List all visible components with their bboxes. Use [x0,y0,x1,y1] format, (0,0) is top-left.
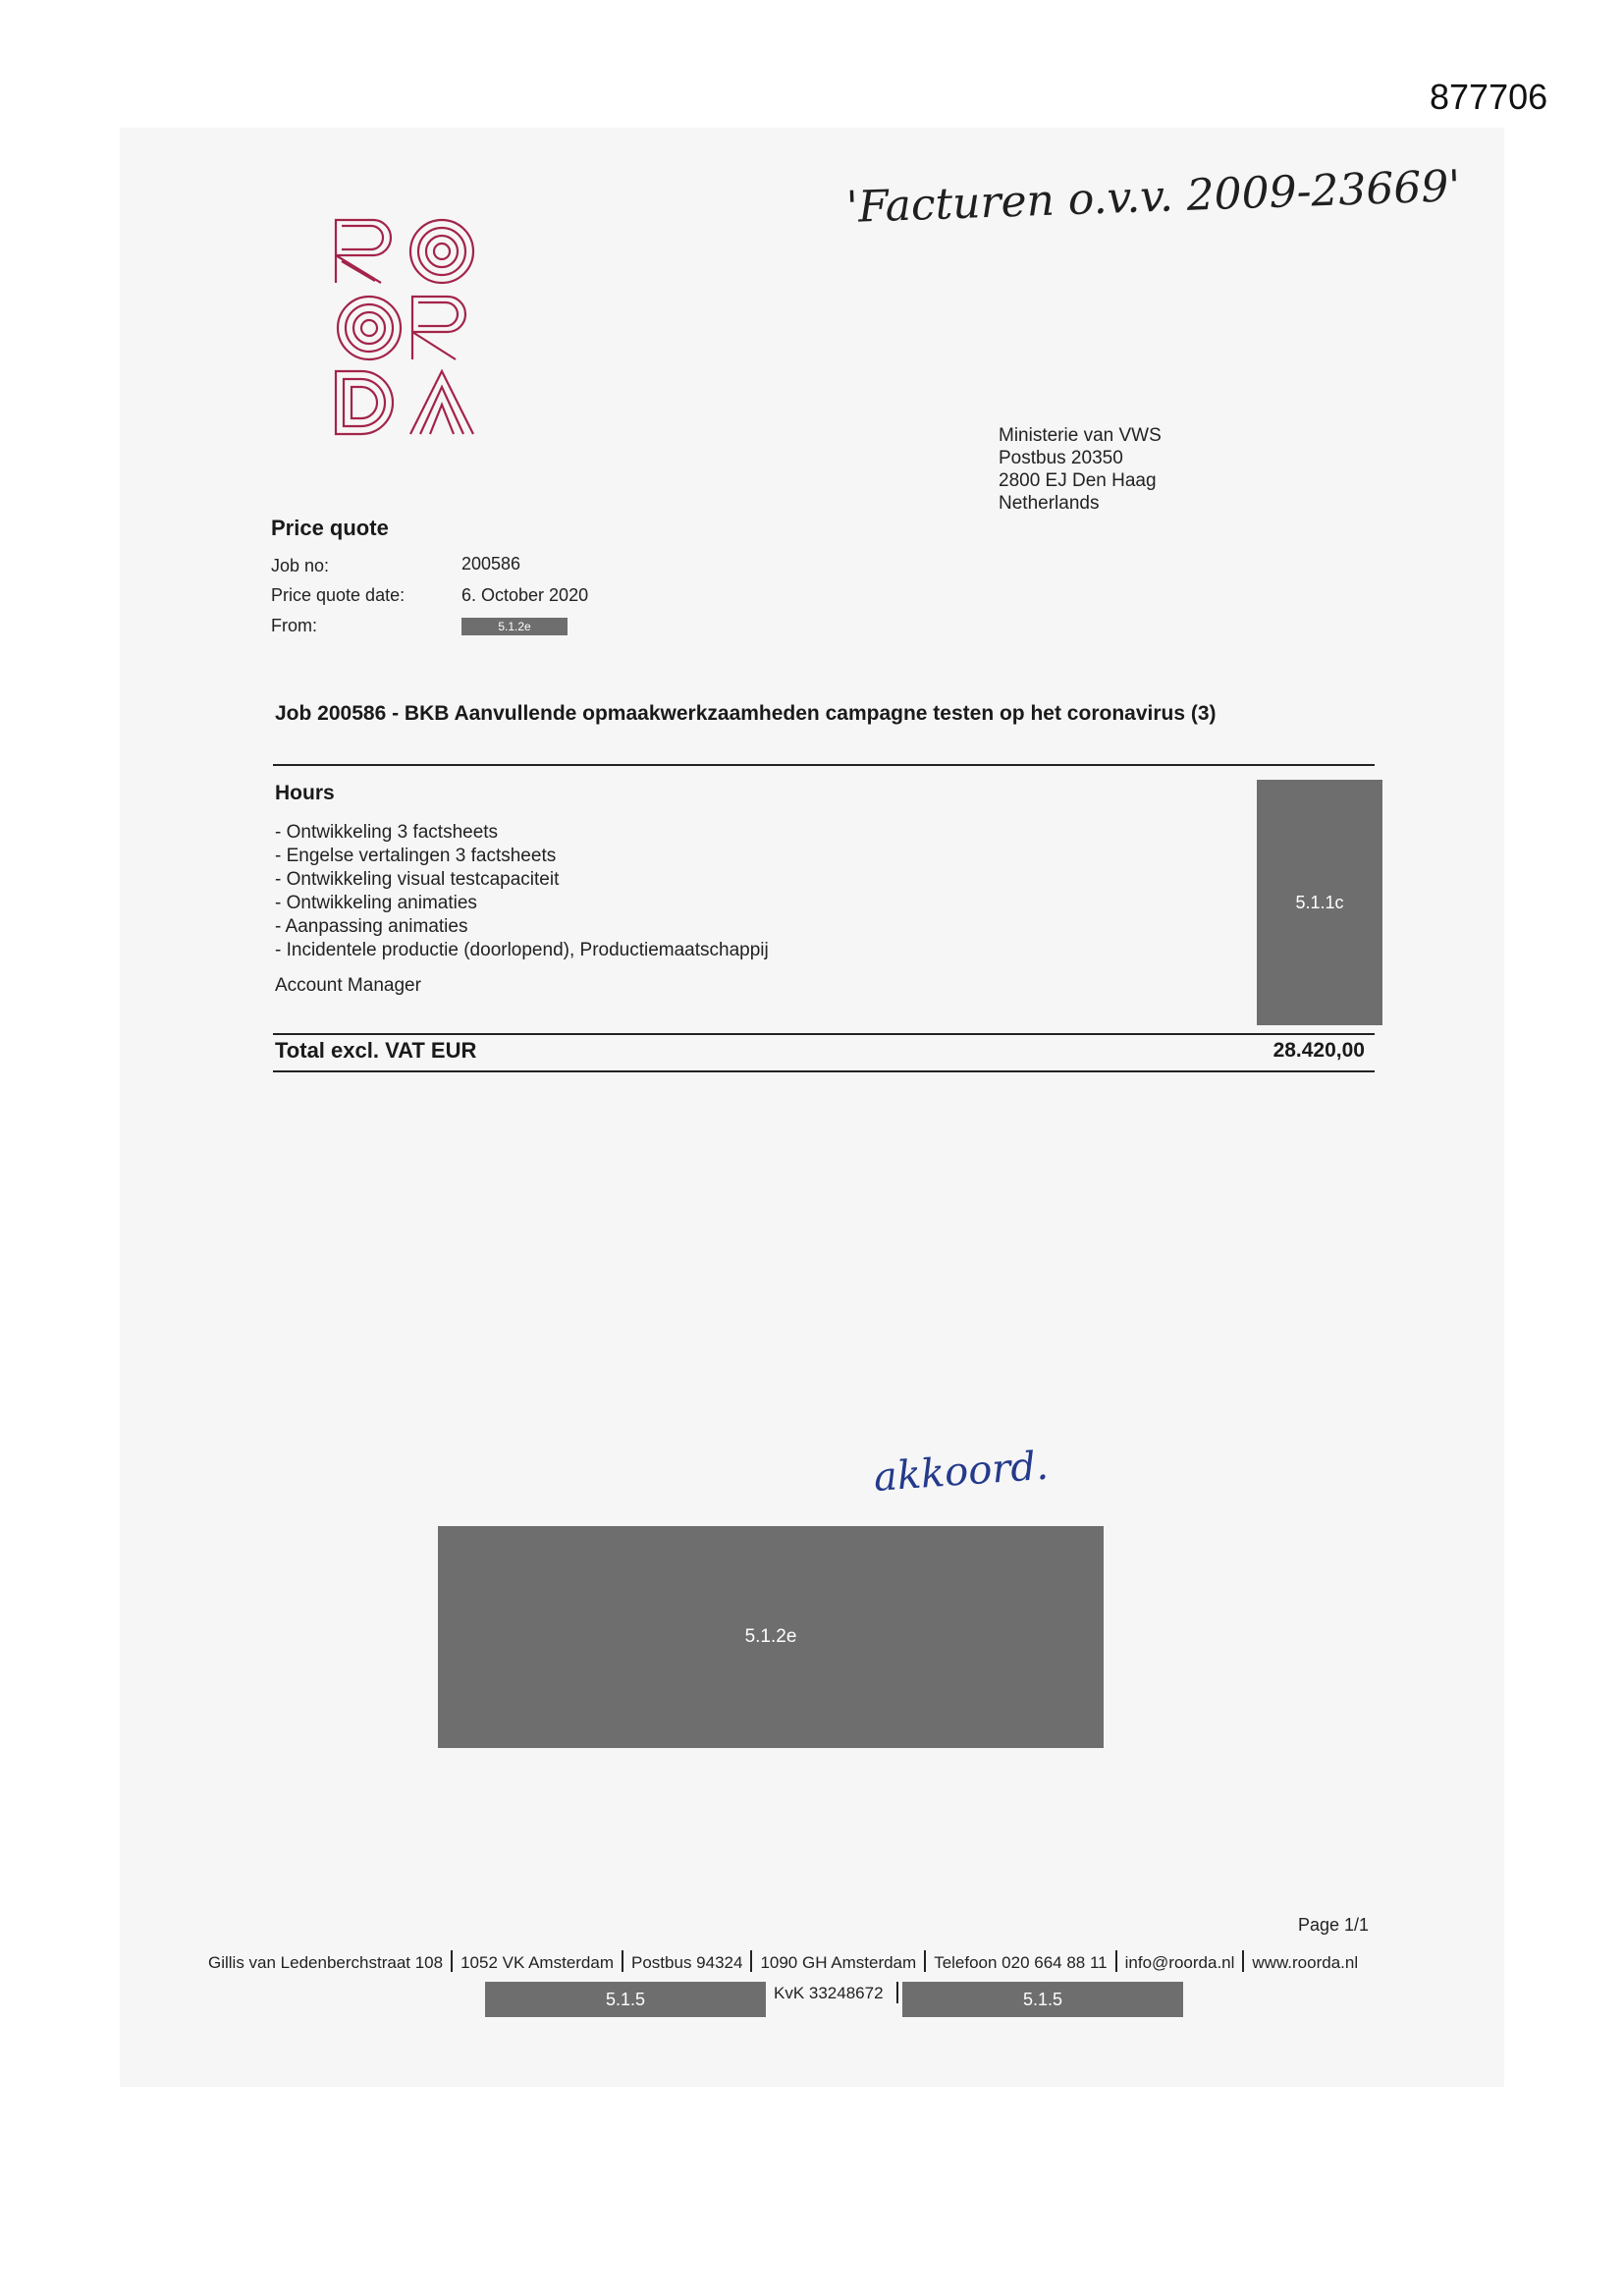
footer-kvk: KvK 33248672 [774,1984,884,2002]
footer-pobox: Postbus 94324 [631,1953,743,1972]
footer-separator [1242,1950,1244,1972]
roorda-logo [332,214,479,440]
date-value: 6. October 2020 [461,585,589,605]
footer-email: info@roorda.nl [1124,1953,1235,1972]
job-no-label: Job no: [271,556,330,575]
recipient-line-3: 2800 EJ Den Haag [999,470,1157,491]
hours-item: - Ontwikkeling visual testcapaciteit [275,869,560,890]
footer-postcode: 1052 VK Amsterdam [460,1953,615,1972]
footer-street: Gillis van Ledenberchstraat 108 [208,1953,444,1972]
hours-item: - Incidentele productie (doorlopend), Productiemaatschappij [275,940,769,960]
total-value: 28.420,00 [1272,1039,1365,1062]
document-title: Price quote [271,516,389,540]
document-number: 877706 [1430,77,1548,117]
hours-item: - Aanpassing animaties [275,916,468,937]
document-page [120,128,1504,2087]
hours-amount-redaction: 5.1.1c [1257,780,1382,1025]
recipient-line-1: Ministerie van VWS [999,425,1162,446]
page-indicator: Page 1/1 [1297,1915,1369,1935]
job-heading: Job 200586 - BKB Aanvullende opmaakwerkzaamheden campagne testen op het coronavirus (3) [275,702,1217,725]
date-label: Price quote date: [271,585,406,605]
total-label: Total excl. VAT EUR [275,1038,477,1063]
footer-separator [750,1950,752,1972]
footer-website: www.roorda.nl [1252,1953,1359,1972]
hours-item: - Ontwikkeling 3 factsheets [275,822,499,843]
signature-redaction: 5.1.2e [438,1526,1104,1748]
handwritten-invoice-note: 'Facturen o.v.v. 2009-23669' [845,161,1462,233]
recipient-line-4: Netherlands [999,493,1100,514]
from-redaction: 5.1.2e [461,618,568,635]
company-footer [208,1950,1485,1973]
account-manager-label: Account Manager [275,975,421,996]
footer-separator [1115,1950,1117,1972]
hours-heading: Hours [275,782,335,804]
job-no-value: 200586 [461,554,521,574]
recipient-address [999,424,1162,515]
hours-item: - Engelse vertalingen 3 factsheets [275,846,557,866]
from-label: From: [271,616,317,635]
approval-handwriting: akkoord. [872,1443,1051,1501]
footer-phone: Telefoon 020 664 88 11 [934,1953,1108,1972]
footer-separator [896,1982,898,2003]
divider-top [273,764,1375,766]
recipient-line-2: Postbus 20350 [999,448,1123,468]
divider-total-bottom [273,1070,1375,1072]
footer-pobox-postcode: 1090 GH Amsterdam [760,1953,917,1972]
footer-redaction-left: 5.1.5 [485,1982,766,2017]
hours-items [275,821,769,962]
footer-separator [924,1950,926,1972]
footer-redaction-right: 5.1.5 [902,1982,1183,2017]
footer-separator [451,1950,453,1972]
footer-separator [622,1950,623,1972]
divider-total-top [273,1033,1375,1035]
hours-item: - Ontwikkeling animaties [275,893,477,913]
